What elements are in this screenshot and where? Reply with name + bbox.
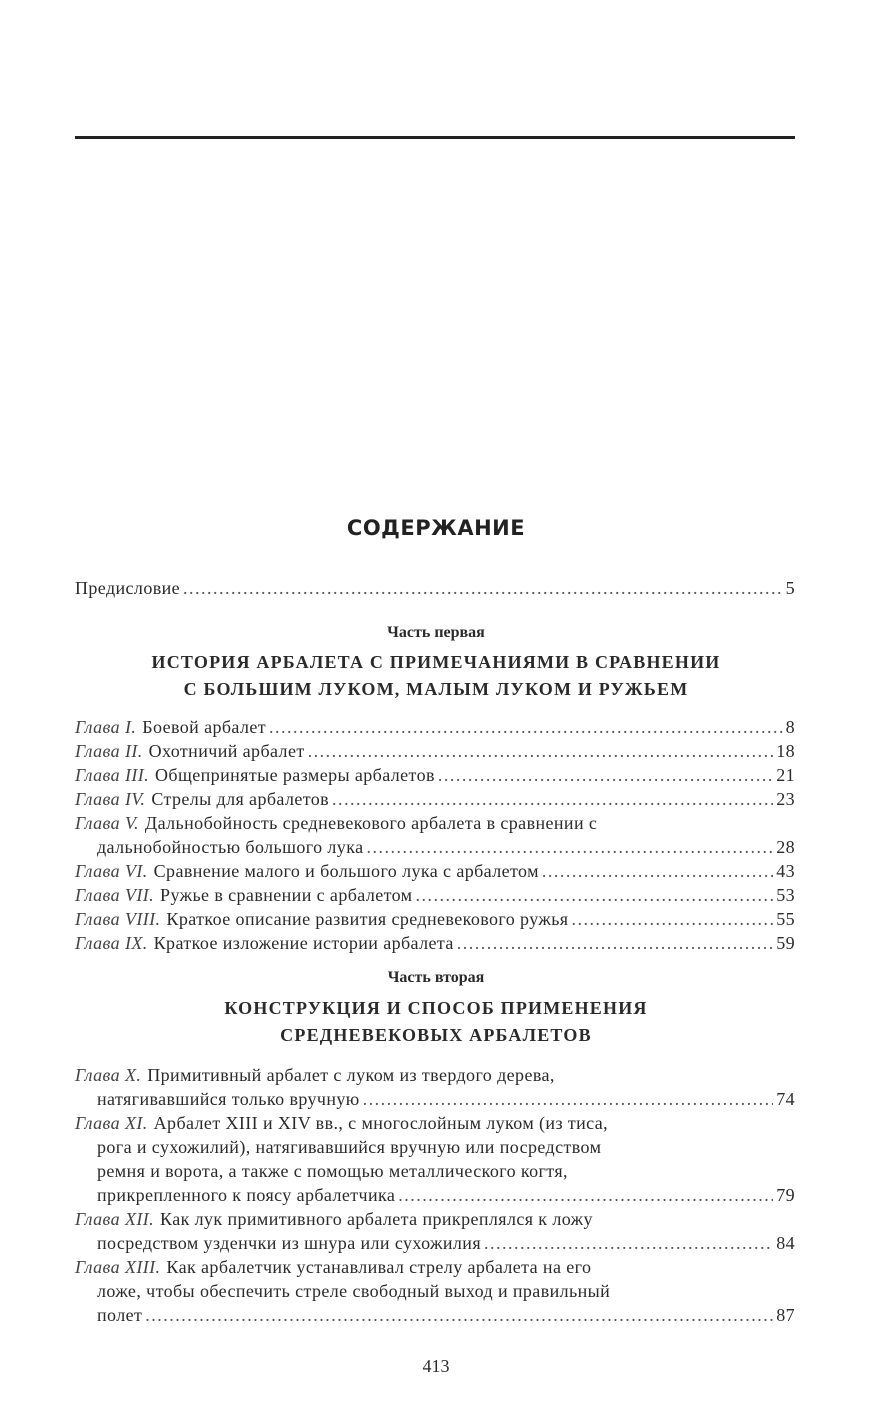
heading-line: ИСТОРИЯ АРБАЛЕТА С ПРИМЕЧАНИЯМИ В СРАВНЕНИИ — [151, 652, 721, 672]
dot-leader — [438, 763, 773, 787]
entry-title: прикрепленного к поясу арбалетчика — [97, 1185, 396, 1205]
entry-line — [75, 1111, 795, 1135]
chapter-label: Глава VII. — [75, 885, 155, 905]
entry-line — [75, 1159, 795, 1183]
entry-line — [75, 739, 795, 763]
chapter-label: Глава XII. — [75, 1209, 155, 1229]
entry-line — [75, 715, 795, 739]
entry-page: 87 — [776, 1305, 795, 1325]
entry-title: Стрелы для арбалетов — [151, 789, 330, 809]
entry-line — [75, 907, 795, 931]
chapter-label: Глава V. — [75, 813, 139, 833]
header-rule — [75, 136, 795, 139]
dot-leader — [398, 1183, 773, 1207]
dot-leader — [145, 1303, 773, 1327]
dot-leader — [366, 835, 773, 859]
entry-title: Общепринятые размеры арбалетов — [155, 765, 435, 785]
entry-title: Дальнобойность средневекового арбалета в сравнении с — [144, 813, 598, 833]
part-heading — [0, 649, 872, 703]
entry-page: 74 — [776, 1089, 795, 1109]
dot-leader — [332, 787, 773, 811]
part-2-entries — [75, 1063, 795, 1327]
heading-line: КОНСТРУКЦИЯ И СПОСОБ ПРИМЕНЕНИЯ — [224, 998, 648, 1018]
dot-leader — [308, 739, 774, 763]
chapter-label: Глава IX. — [75, 933, 148, 953]
toc-entry[interactable] — [75, 739, 795, 763]
entry-title: посредством узденчки из шнура или сухожилия — [97, 1233, 482, 1253]
entry-line — [75, 835, 795, 859]
chapter-label: Глава XI. — [75, 1113, 148, 1133]
entry-line — [75, 931, 795, 955]
toc-entry[interactable] — [75, 1111, 795, 1207]
entry-page: 59 — [776, 933, 795, 953]
dot-leader — [183, 576, 783, 600]
page-number: 413 — [422, 1356, 450, 1376]
entry-page: 21 — [776, 765, 795, 785]
entry-line — [75, 1207, 795, 1231]
dot-leader — [542, 859, 773, 883]
part-heading — [0, 995, 872, 1049]
entry-title: ложе, чтобы обеспечить стреле свободный выход и правильный — [97, 1281, 611, 1301]
entry-line — [75, 1303, 795, 1327]
entry-title: Сравнение малого и большого лука с арбалетом — [153, 861, 539, 881]
entry-line — [75, 859, 795, 883]
page-title: СОДЕРЖАНИЕ — [346, 516, 526, 540]
entry-title: Как арбалетчик устанавливал стрелу арбалета на его — [166, 1257, 592, 1277]
entry-page: 5 — [785, 578, 795, 598]
chapter-label: Глава I. — [75, 717, 137, 737]
toc-entry[interactable] — [75, 763, 795, 787]
toc-entry[interactable] — [75, 907, 795, 931]
entry-title: дальнобойностью большого лука — [97, 837, 364, 857]
entry-title: Ружье в сравнении с арбалетом — [160, 885, 413, 905]
dot-leader — [415, 883, 773, 907]
dot-leader — [269, 715, 783, 739]
entry-page: 79 — [776, 1185, 795, 1205]
toc-entry[interactable] — [75, 787, 795, 811]
entry-line — [75, 811, 795, 835]
chapter-label: Глава II. — [75, 741, 143, 761]
toc-entry[interactable] — [75, 715, 795, 739]
dot-leader — [363, 1087, 774, 1111]
entry-line — [75, 1135, 795, 1159]
dot-leader — [457, 931, 773, 955]
chapter-label: Глава X. — [75, 1065, 142, 1085]
toc-entry[interactable] — [75, 1063, 795, 1111]
entry-line — [75, 1255, 795, 1279]
entry-title: рога и сухожилий), натягивавшийся вручную или посредством — [97, 1137, 602, 1157]
entry-title: Как лук примитивного арбалета прикреплялся к ложу — [160, 1209, 593, 1229]
entry-title: ремня и ворота, а также с помощью металлического когтя, — [97, 1161, 568, 1181]
entry-line — [75, 1231, 795, 1255]
entry-page: 28 — [776, 837, 795, 857]
entry-line — [75, 787, 795, 811]
entry-page: 84 — [776, 1233, 795, 1253]
entry-line — [75, 763, 795, 787]
toc-entry[interactable] — [75, 1255, 795, 1327]
entry-page: 8 — [785, 717, 795, 737]
part-label: Часть первая — [387, 624, 485, 641]
entry-line — [75, 1087, 795, 1111]
entry-title: Охотничий арбалет — [148, 741, 305, 761]
entry-title: полет — [97, 1305, 143, 1325]
toc-entry-preface[interactable] — [75, 576, 795, 600]
entry-page: 43 — [776, 861, 795, 881]
entry-page: 53 — [776, 885, 795, 905]
chapter-label: Глава III. — [75, 765, 150, 785]
entry-line — [75, 1183, 795, 1207]
entry-page: 18 — [776, 741, 795, 761]
entry-page: 55 — [776, 909, 795, 929]
entry-line — [75, 1063, 795, 1087]
part-1-entries — [75, 715, 795, 955]
entry-title: Примитивный арбалет с луком из твердого дерева, — [147, 1065, 555, 1085]
heading-line: СРЕДНЕВЕКОВЫХ АРБАЛЕТОВ — [280, 1025, 592, 1045]
toc-entry[interactable] — [75, 931, 795, 955]
dot-leader — [571, 907, 773, 931]
entry-title: Краткое изложение истории арбалета — [153, 933, 454, 953]
toc-entry[interactable] — [75, 859, 795, 883]
entry-title: Предисловие — [75, 578, 181, 598]
entry-line — [75, 1279, 795, 1303]
entry-line — [75, 883, 795, 907]
dot-leader — [484, 1231, 773, 1255]
entry-title: Арбалет XIII и XIV вв., с многослойным луком (из тиса, — [153, 1113, 609, 1133]
toc-entry[interactable] — [75, 883, 795, 907]
entry-title: Краткое описание развития средневекового ружья — [166, 909, 569, 929]
toc-entry[interactable] — [75, 1207, 795, 1255]
chapter-label: Глава VI. — [75, 861, 148, 881]
chapter-label: Глава VIII. — [75, 909, 161, 929]
entry-title: Боевой арбалет — [142, 717, 267, 737]
entry-title: натягивавшийся только вручную — [97, 1089, 360, 1109]
chapter-label: Глава XIII. — [75, 1257, 161, 1277]
toc-entry[interactable] — [75, 811, 795, 859]
chapter-label: Глава IV. — [75, 789, 146, 809]
entry-page: 23 — [776, 789, 795, 809]
part-label: Часть вторая — [387, 969, 485, 986]
heading-line: С БОЛЬШИМ ЛУКОМ, МАЛЫМ ЛУКОМ И РУЖЬЕМ — [183, 679, 689, 699]
